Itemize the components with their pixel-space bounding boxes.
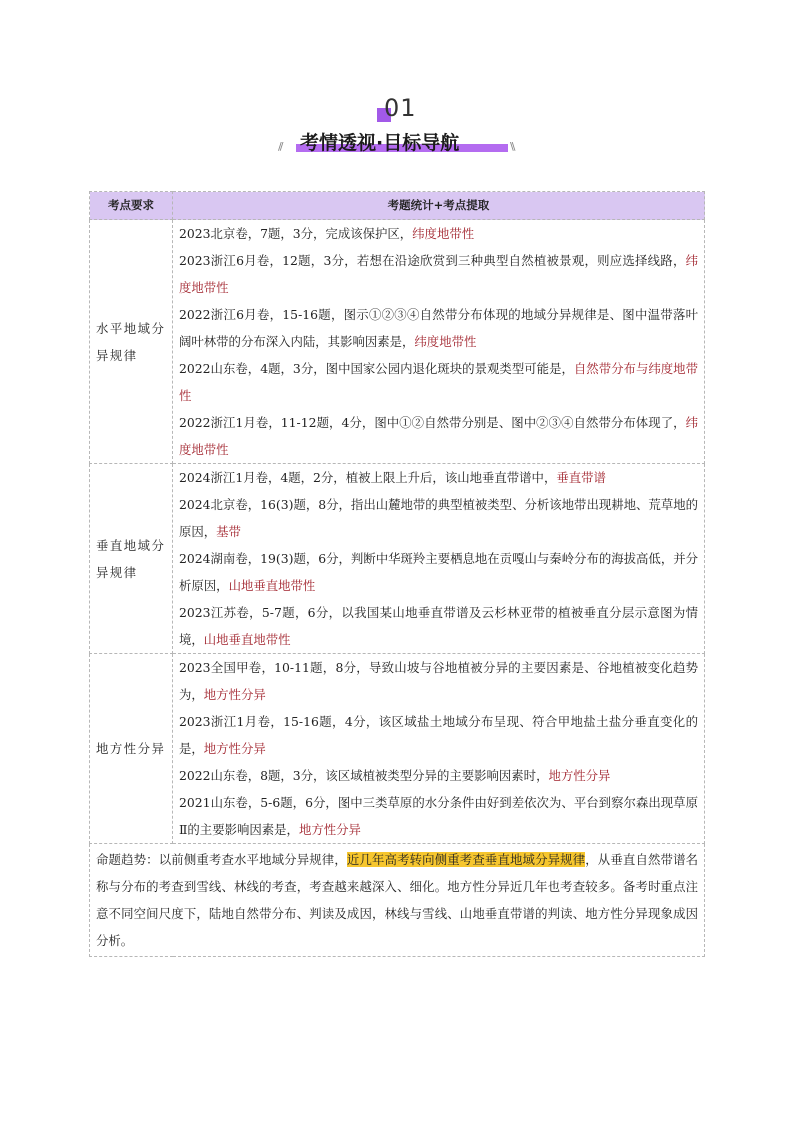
trend-row xyxy=(90,844,705,957)
entry-keypoint-tag: 自然带分布与纬度地带性 xyxy=(179,361,698,403)
entry-text: 2022浙江6月卷，15-16题，图示①②③④自然带分布体现的地域分异规律是、图中温带落叶阔叶林带的分布深入内陆，其影响因素是， xyxy=(179,307,698,349)
exam-entry xyxy=(179,247,698,301)
entry-keypoint-tag: 地方性分异 xyxy=(203,741,266,756)
exam-entry xyxy=(179,464,698,491)
entry-keypoint-tag: 纬度地带性 xyxy=(414,334,477,349)
section-title-block xyxy=(276,126,526,162)
entry-keypoint-tag: 纬度地带性 xyxy=(179,253,698,295)
entries-cell xyxy=(173,220,705,464)
exam-entry xyxy=(179,409,698,463)
exam-entry xyxy=(179,654,698,708)
entry-keypoint-tag: 地方性分异 xyxy=(203,687,266,702)
header-cell-statistics: 考题统计+考点提取 xyxy=(173,192,705,220)
trend-cell xyxy=(90,844,705,957)
category-cell: 地方性分异 xyxy=(90,654,173,844)
entry-keypoint-tag: 地方性分异 xyxy=(298,822,361,837)
entry-text: 2023浙江1月卷，15-16题，4分，该区域盐土地域分布呈现、符合甲地盐土盐分垂直变化的是， xyxy=(179,714,698,756)
table-header-row xyxy=(90,192,705,220)
exam-entry xyxy=(179,599,698,653)
entry-text: 2023江苏卷，5-7题，6分，以我国某山地垂直带谱及云杉林亚带的植被垂直分层示意图为情境， xyxy=(179,605,698,647)
section-header xyxy=(0,92,794,162)
entry-text: 2023浙江6月卷，12题，3分，若想在沿途欣赏到三种典型自然植被景观，则应选择线路， xyxy=(179,253,686,268)
trend-highlight: 近几年高考转向侧重考查垂直地域分异规律 xyxy=(346,852,586,867)
exam-entry xyxy=(179,220,698,247)
header-cell-requirement: 考点要求 xyxy=(90,192,173,220)
entries-cell xyxy=(173,464,705,654)
exam-analysis-table xyxy=(89,191,705,957)
entry-text: 2022山东卷，4题，3分，图中国家公园内退化斑块的景观类型可能是， xyxy=(179,361,574,376)
entries-cell xyxy=(173,654,705,844)
entry-keypoint-tag: 山地垂直地带性 xyxy=(228,578,316,593)
table-row xyxy=(90,220,705,464)
entry-text: 2022浙江1月卷，11-12题，4分，图中①②自然带分别是、图中②③④自然带分布体现了， xyxy=(179,415,686,430)
table-row xyxy=(90,654,705,844)
exam-entry xyxy=(179,301,698,355)
exam-entry xyxy=(179,789,698,843)
exam-entry xyxy=(179,762,698,789)
entry-keypoint-tag: 垂直带谱 xyxy=(556,470,606,485)
entry-text: 2024湖南卷，19(3)题，6分，判断中华斑羚主要栖息地在贡嘎山与秦岭分布的海拔高低，并分析原因， xyxy=(179,551,698,593)
section-title: 考情透视·目标导航 xyxy=(300,132,460,154)
entry-keypoint-tag: 基带 xyxy=(216,524,241,539)
entry-keypoint-tag: 纬度地带性 xyxy=(179,415,698,457)
table-row xyxy=(90,464,705,654)
title-deco-left: // xyxy=(278,140,282,153)
exam-entry xyxy=(179,355,698,409)
entry-text: 2022山东卷，8题，3分，该区域植被类型分异的主要影响因素时， xyxy=(179,768,549,783)
entry-keypoint-tag: 山地垂直地带性 xyxy=(203,632,291,647)
category-cell: 水平地域分异规律 xyxy=(90,220,173,464)
trend-text-before: 命题趋势：以前侧重考查水平地域分异规律， xyxy=(96,852,347,867)
trend-text-after: ，从垂直自然带谱名称与分布的考查到雪线、林线的考查，考查越来越深入、细化。地方性分异近几年也考查较多。备考时重点注意不同空间尺度下，陆地自然带分布、判读及成因，林线与雪线、山地垂直带谱的判读、地方性分异现象成因分析。 xyxy=(96,852,699,948)
exam-entry xyxy=(179,545,698,599)
exam-entry xyxy=(179,708,698,762)
category-cell: 垂直地域分异规律 xyxy=(90,464,173,654)
entry-text: 2021山东卷，5-6题，6分，图中三类草原的水分条件由好到差依次为、平台到察尔森出现草原Ⅱ的主要影响因素是， xyxy=(179,795,698,837)
entry-keypoint-tag: 地方性分异 xyxy=(548,768,611,783)
entry-text: 2023全国甲卷，10-11题，8分，导致山坡与谷地植被分异的主要因素是、谷地植被变化趋势为， xyxy=(179,660,698,702)
entry-text: 2024浙江1月卷，4题，2分，植被上限上升后，该山地垂直带谱中， xyxy=(179,470,557,485)
exam-entry xyxy=(179,491,698,545)
section-number: 01 xyxy=(384,94,417,122)
entry-text: 2024北京卷，16(3)题，8分，指出山麓地带的典型植被类型、分析该地带出现耕地、荒草地的原因， xyxy=(179,497,698,539)
entry-keypoint-tag: 纬度地带性 xyxy=(412,226,475,241)
title-deco-right: \\ xyxy=(510,140,514,153)
entry-text: 2023北京卷，7题，3分，完成该保护区， xyxy=(179,226,413,241)
section-number-block xyxy=(376,96,426,126)
